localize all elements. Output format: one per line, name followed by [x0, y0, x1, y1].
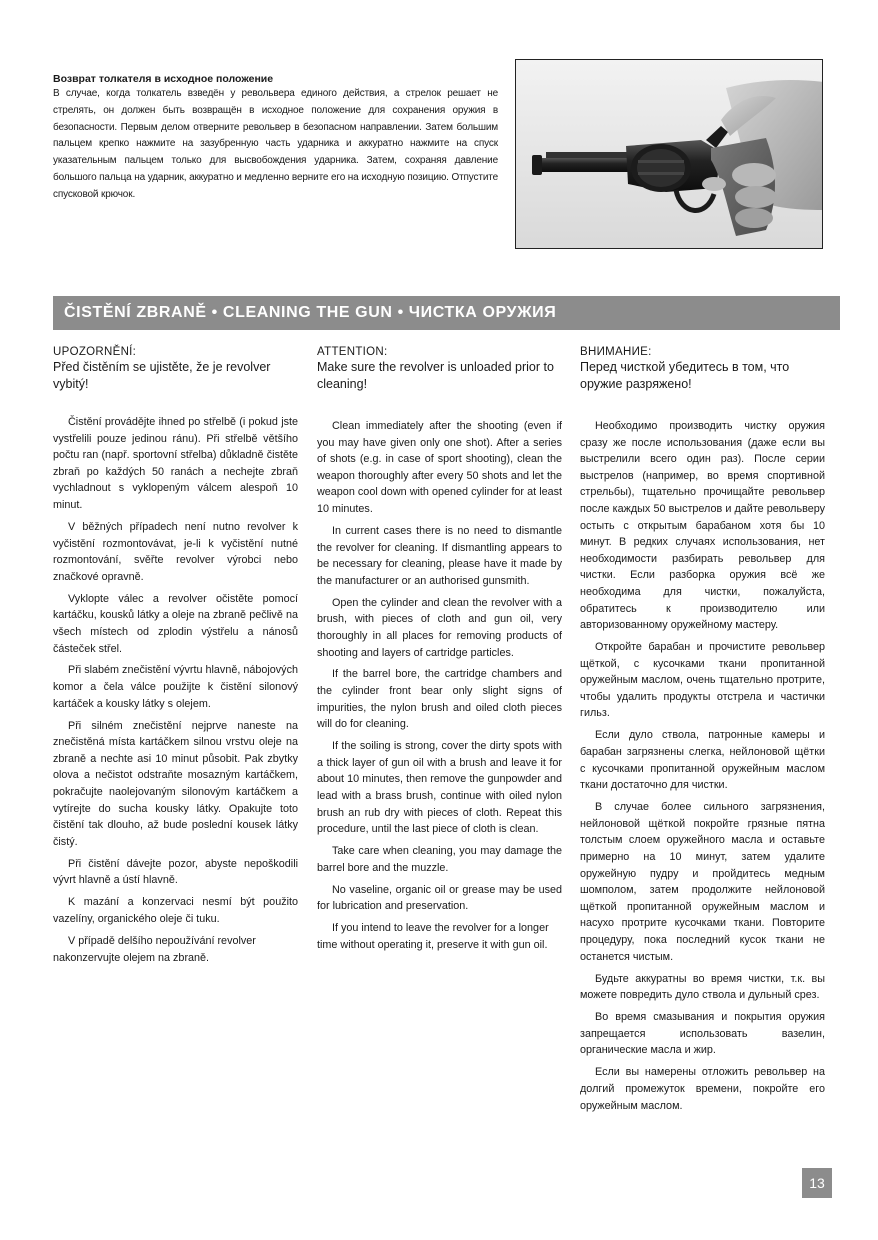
section-title: ČISTĚNÍ ZBRANĚ • CLEANING THE GUN • ЧИСТКА ОРУЖИЯ [64, 304, 557, 321]
section-header-bar [53, 296, 840, 330]
paragraph: K mazání a konzervaci nesmí být použito vazelíny, organického oleje či tuku. [53, 896, 298, 925]
paragraph: V běžných případech není nutno revolver k vyčistění rozmontovávat, je-li k vyčistění nutné rozmontování, svěřte revolver výrobci nebo značkové opravně. [53, 520, 298, 583]
paragraph: Při čistění dávejte pozor, abyste nepoškodili vývrt hlavně a ústí hlavně. [53, 857, 298, 887]
paragraph: В случае более сильного загрязнения, нейлоновой щёткой покройте грязные пятна толстым слоем оружейного масла и оставьте примерно на 10 минут, затем удалите оружейную пудру и пройдитесь медным шомполом, затем продолжите нейлоновой щёткой пропитанной оружейным маслом и насухо протрите кусочками ткани. Повторите процедуру, пока последний кусок ткани не останется чистым. [580, 801, 825, 963]
paragraph: Čistění provádějte ihned po střelbě (i pokud jste vystřelili pouze jedinou ránu). Při střelbě většího počtu ran (např. sportovní střelba) důkladně čistěte zbraň po každých 50 ranách a nechejte zbraň vychladnout s vyklopeným válcem alespoň 10 minut. [53, 416, 298, 511]
paragraph: In current cases there is no need to dismantle the revolver for cleaning. If dismantling appears to be necessary for cleaning, please have it made by the manufacturer or an authorised gunsmith. [317, 524, 562, 587]
paragraph: Необходимо производить чистку оружия сразу же после использования (даже если вы выстрелили всего один раз). После серии выстрелов (например, во время спортивной стрельбы), тщательно прочищайте револьвер после каждых 50 выстрелов и дайте револьверу остыть с открытым барабаном хотя бы 10 минут. В редких случаях использования, нет необходимости разбирать револьвер для чистки. Если разборка оружия всё же необходима для чистки, пожалуйста, обратитесь к производителю или авторизованному оружейному мастеру. [580, 420, 825, 632]
paragraph: Если дуло ствола, патронные камеры и барабан загрязнены слегка, нейлоновой щётки с кусочками пропитанной оружейным маслом ткани достаточно для чистки. [580, 729, 825, 792]
paragraph: Open the cylinder and clean the revolver with a brush, with pieces of cloth and gun oil, very thoroughly in all places for removing products of shooting and layers of cartridge particles. [317, 596, 562, 659]
paragraph: Если вы намерены отложить револьвер на долгий промежуток времени, покройте его оружейным маслом. [580, 1066, 825, 1112]
paragraph: If the barrel bore, the cartridge chambers and the cylinder front bear only slight signs of impurities, the nylon brush and oiled cloth pieces will do for cleaning. [317, 668, 562, 731]
decocking-title: Возврат толкателя в исходное положение [53, 73, 274, 85]
paragraph: If you intend to leave the revolver for a longer time without operating it, preserve it with gun oil. [317, 922, 549, 951]
paragraph: Clean immediately after the shooting (even if you may have given only one shot). After a series of shots (e.g. in case of sport shooting), clean the weapon thoroughly after every 50 shots and let the weapon cool down with opened cylinder for at least 10 minutes. [317, 420, 562, 515]
warning-text-ru: Перед чисткой убедитесь в том, что оружие разряжено! [580, 360, 790, 391]
page-number: 13 [802, 1168, 832, 1198]
warning-label-ru: ВНИМАНИЕ: [580, 346, 652, 358]
warning-label-cz: UPOZORNĚNÍ: [53, 346, 137, 358]
paragraph: V případě delšího nepoužívání revolver nakonzervujte olejem na zbraně. [53, 934, 256, 964]
decocking-text: В случае, когда толкатель взведён у револьвера единого действия, а стрелок решает не стрелять, он должен быть возвращён в исходное положение для сохранения оружия в безопасности. Первым делом отверните револьвер в безопасном направлении. Затем большим пальцем крепко нажмите на зазубренную часть ударника и аккуратно нажмите на спуск указательным пальцем только для высвобождения ударника. Затем, сохраняя давление большого пальца на ударник, аккуратно и медленно верните его на исходную позицию. Отпустите спусковой крючок. [53, 88, 498, 200]
paragraph: Откройте барабан и прочистите револьвер щёткой, с кусочками ткани пропитанной оружейным маслом, очень тщательно протрите, чтобы удалить продукты отстрела и частички гильз. [580, 641, 825, 720]
paragraphs-cz [53, 414, 298, 966]
paragraph: Будьте аккуратны во время чистки, т.к. вы можете повредить дуло ствола и дульный срез. [580, 972, 825, 1002]
paragraphs-ru [580, 418, 825, 1114]
paragraph: Vyklopte válec a revolver očistěte pomocí kartáčku, kousků látky a oleje na zbraně pečlivě na všech místech od zplodin výstřelu a nánosů částeček střel. [53, 592, 298, 655]
paragraph: If the soiling is strong, cover the dirty spots with a thick layer of gun oil with a brush and leave it for about 10 minutes, then remove the gunpowder and lead with a brass brush, continue with oiled nylon brush an rub dry with pieces of cloth. Repeat this procedure, until the last piece of cloth is clean. [317, 740, 562, 836]
paragraph: Při silném znečistění nejprve naneste na znečistěná místa kartáčkem silnou vrstvu oleje na zbraně a nechte asi 10 minut působit. Pak zbytky olova a nečistot odstraňte mosazným kartáčkem, pokračujte naolejovaným silonovým kartáčkem a vytírejte do sucha kousky látky. Opakujte toto čistění tak dlouho, až bude poslední kousek látky čistý. [53, 719, 298, 848]
paragraph: Take care when cleaning, you may damage the barrel bore and the muzzle. [317, 845, 562, 874]
paragraph: Při slabém znečistění vývrtu hlavně, nábojových komor a čela válce použijte k čistění silonový kartáček a kousky látky s olejem. [53, 664, 298, 710]
warning-text-en: Make sure the revolver is unloaded prior to cleaning! [317, 360, 554, 391]
revolver-photo [515, 59, 823, 249]
warning-text-cz: Před čistěním se ujistěte, že je revolver vybitý! [53, 360, 271, 391]
paragraphs-en [317, 418, 562, 954]
column-english [317, 345, 562, 959]
column-russian [580, 345, 825, 1119]
revolver-in-hand-illustration [516, 60, 823, 249]
warning-label-en: ATTENTION: [317, 346, 388, 358]
column-czech [53, 345, 298, 972]
paragraph: Во время смазывания и покрытия оружия запрещается использовать вазелин, органические масла и жир. [580, 1011, 825, 1057]
decocking-section [53, 72, 498, 204]
paragraph: No vaseline, organic oil or grease may be used for lubrication and preservation. [317, 883, 562, 913]
